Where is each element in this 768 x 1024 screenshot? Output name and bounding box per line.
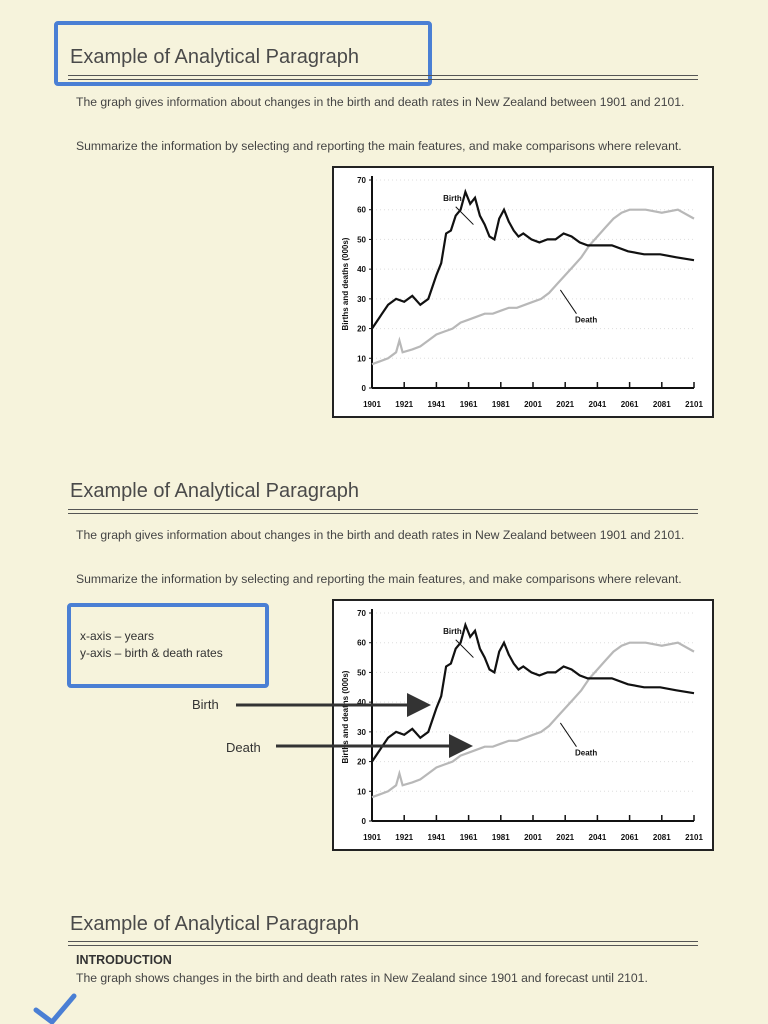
x-tick-label: 2021 bbox=[556, 400, 575, 409]
y-tick-label: 70 bbox=[357, 176, 366, 185]
arrow-label-birth: Birth bbox=[192, 697, 219, 712]
death-annotation: Death bbox=[575, 315, 598, 325]
divider bbox=[68, 509, 698, 510]
x-tick-label: 2001 bbox=[524, 833, 542, 842]
y-tick-label: 50 bbox=[357, 668, 366, 678]
x-tick-label: 2021 bbox=[556, 833, 575, 842]
x-tick-label: 1961 bbox=[459, 833, 478, 842]
y-tick-label: 60 bbox=[357, 205, 366, 215]
axis-note-x: x-axis – years bbox=[80, 629, 155, 643]
chart-svg bbox=[334, 601, 712, 849]
axis-note-y: y-axis – birth & death rates bbox=[80, 646, 223, 660]
slide-title: Example of Analytical Paragraph bbox=[70, 46, 360, 68]
slide-title: Example of Analytical Paragraph bbox=[70, 913, 360, 935]
instruction-paragraph: Summarize the information by selecting and reporting the main features, and make comparisons where relevant. bbox=[76, 139, 682, 153]
task-paragraph: The graph gives information about changes in the birth and death rates in New Zealand between 1901 and 2101. bbox=[76, 528, 685, 542]
y-axis-label: Births and deaths (000s) bbox=[341, 670, 350, 764]
y-tick-label: 0 bbox=[361, 384, 366, 393]
y-tick-label: 30 bbox=[357, 727, 366, 737]
intro-heading: INTRODUCTION bbox=[76, 953, 172, 967]
death-annotation: Death bbox=[575, 748, 598, 758]
x-tick-label: 2081 bbox=[652, 833, 671, 842]
y-tick-label: 10 bbox=[357, 354, 366, 364]
chart-svg bbox=[334, 168, 712, 416]
line-chart bbox=[332, 599, 714, 851]
y-tick-label: 20 bbox=[357, 324, 366, 334]
y-tick-label: 40 bbox=[357, 265, 366, 275]
x-tick-label: 2101 bbox=[685, 400, 703, 409]
x-tick-label: 2081 bbox=[652, 400, 671, 409]
y-tick-label: 40 bbox=[357, 698, 366, 708]
arrow-label-death: Death bbox=[226, 740, 261, 755]
y-tick-label: 50 bbox=[357, 235, 366, 245]
x-tick-label: 1941 bbox=[427, 400, 446, 409]
birth-annotation: Birth bbox=[443, 193, 462, 203]
x-tick-label: 2041 bbox=[588, 400, 607, 409]
birth-series-line bbox=[372, 192, 694, 329]
y-tick-label: 20 bbox=[357, 757, 366, 767]
x-tick-label: 1941 bbox=[427, 833, 446, 842]
axis-note bbox=[80, 628, 223, 662]
x-tick-label: 2041 bbox=[588, 833, 607, 842]
line-chart bbox=[332, 166, 714, 418]
y-tick-label: 30 bbox=[357, 294, 366, 304]
death-series-line bbox=[372, 210, 694, 365]
y-tick-label: 0 bbox=[361, 817, 366, 826]
divider bbox=[68, 513, 698, 514]
x-tick-label: 1901 bbox=[363, 833, 381, 842]
birth-annotation: Birth bbox=[443, 626, 462, 636]
divider bbox=[68, 75, 698, 76]
birth-series-line bbox=[372, 625, 694, 762]
slide-title: Example of Analytical Paragraph bbox=[70, 480, 360, 502]
x-tick-label: 2101 bbox=[685, 833, 703, 842]
death-annotation-leader bbox=[560, 723, 576, 747]
divider bbox=[68, 941, 698, 942]
x-tick-label: 2061 bbox=[620, 833, 639, 842]
death-series-line bbox=[372, 643, 694, 798]
x-tick-label: 1921 bbox=[395, 833, 414, 842]
task-paragraph: The graph gives information about changes in the birth and death rates in New Zealand between 1901 and 2101. bbox=[76, 95, 685, 109]
x-tick-label: 2061 bbox=[620, 400, 639, 409]
divider bbox=[68, 79, 698, 80]
x-tick-label: 1901 bbox=[363, 400, 381, 409]
y-axis-label: Births and deaths (000s) bbox=[341, 237, 350, 331]
x-tick-label: 1961 bbox=[459, 400, 478, 409]
death-annotation-leader bbox=[560, 290, 576, 314]
intro-paragraph: The graph shows changes in the birth and death rates in New Zealand since 1901 and forecast until 2101. bbox=[76, 971, 648, 985]
y-tick-label: 70 bbox=[357, 609, 366, 618]
y-tick-label: 10 bbox=[357, 787, 366, 797]
x-tick-label: 1981 bbox=[491, 833, 510, 842]
x-tick-label: 1981 bbox=[491, 400, 510, 409]
y-tick-label: 60 bbox=[357, 638, 366, 648]
divider bbox=[68, 945, 698, 946]
instruction-paragraph: Summarize the information by selecting and reporting the main features, and make comparisons where relevant. bbox=[76, 572, 682, 586]
x-tick-label: 1921 bbox=[395, 400, 414, 409]
x-tick-label: 2001 bbox=[524, 400, 542, 409]
